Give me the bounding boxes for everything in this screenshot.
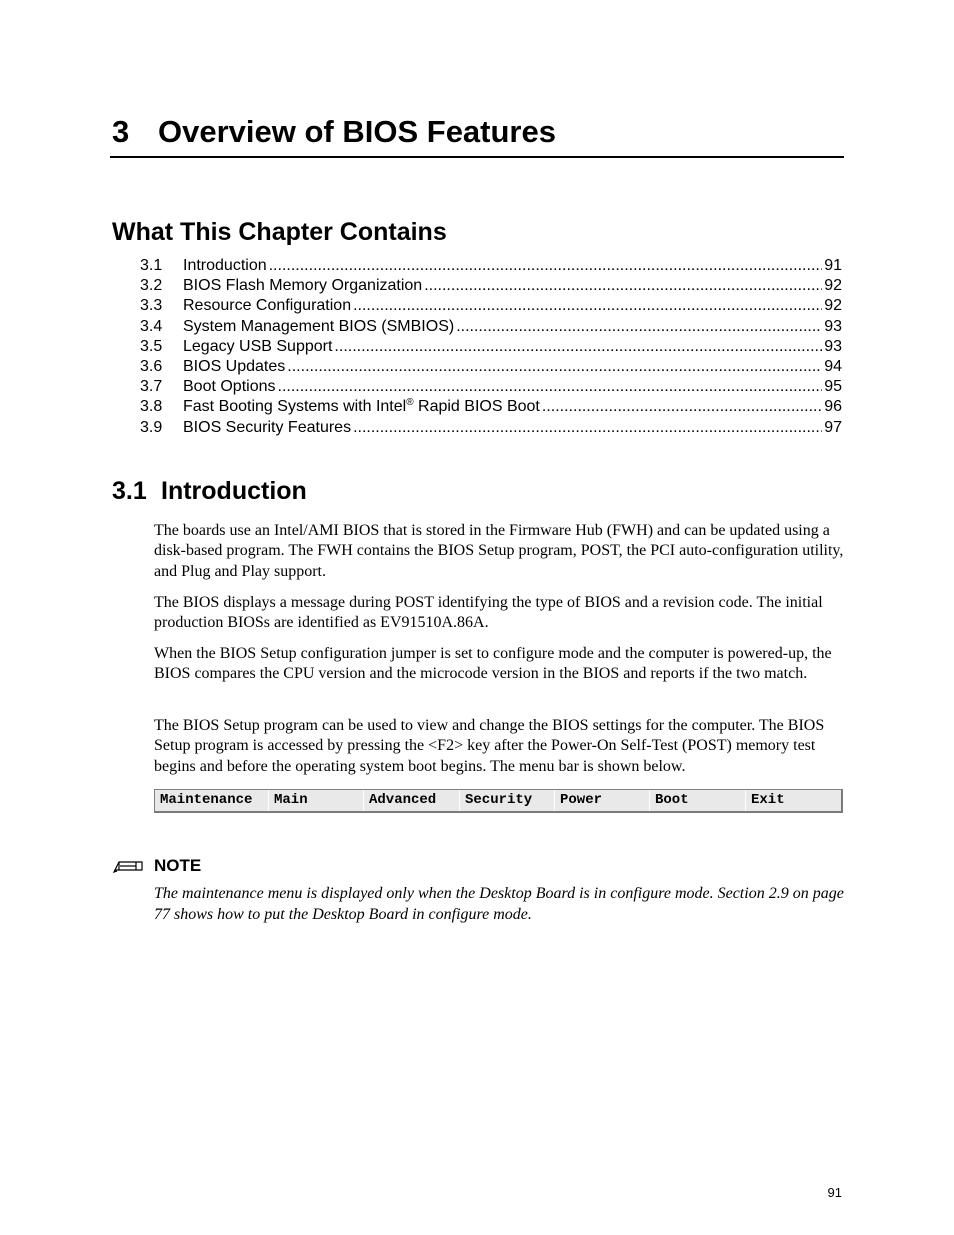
menu-item-power[interactable]: Power <box>555 790 650 811</box>
table-of-contents <box>140 256 842 438</box>
chapter-rule <box>110 156 844 158</box>
note-label: NOTE <box>154 856 202 875</box>
toc-item-number: 3.1 <box>140 257 163 274</box>
toc-item-number: 3.4 <box>140 317 163 335</box>
body-paragraph: When the BIOS Setup configuration jumper is set to configure mode and the computer is powered-up, the BIOS compares the CPU version and the microcode version in the BIOS and reports if the two match. <box>154 645 832 683</box>
toc-item-rapid-bios-boot[interactable] <box>140 397 842 417</box>
body-paragraph: The BIOS displays a message during POST identifying the type of BIOS and a revision code. The initial production BIOSs are identified as EV91510A.86A. <box>154 594 823 632</box>
chapter-title <box>112 112 556 152</box>
toc-item-resource-configuration[interactable] <box>140 296 842 316</box>
chapter-title-text: Overview of BIOS Features <box>158 114 556 149</box>
section-heading <box>112 476 307 506</box>
toc-leader-dots <box>353 296 822 316</box>
section-number: 3.1 <box>112 477 147 505</box>
toc-item-number: 3.8 <box>140 398 163 416</box>
toc-item-title: BIOS Flash Memory Organization <box>183 277 423 295</box>
bios-menu-bar <box>154 789 843 813</box>
toc-item-title: Introduction <box>183 257 267 274</box>
menu-item-boot[interactable]: Boot <box>650 790 746 811</box>
toc-item-page: 91 <box>824 257 842 274</box>
toc-item-bios-flash-memory[interactable] <box>140 276 842 296</box>
toc-item-introduction[interactable] <box>140 256 842 276</box>
toc-leader-dots <box>269 256 823 276</box>
toc-leader-dots <box>334 337 822 357</box>
toc-item-page: 92 <box>824 297 842 315</box>
toc-item-bios-security[interactable] <box>140 418 842 438</box>
menu-item-maintenance[interactable]: Maintenance <box>155 790 269 811</box>
menu-item-main[interactable]: Main <box>269 790 364 811</box>
toc-item-title: Legacy USB Support <box>183 337 333 355</box>
toc-item-number: 3.6 <box>140 357 163 375</box>
pencil-icon <box>112 856 146 874</box>
registered-mark: ® <box>406 397 414 409</box>
toc-item-number: 3.2 <box>140 277 163 295</box>
toc-item-title: BIOS Updates <box>183 357 286 375</box>
toc-item-page: 94 <box>824 357 842 375</box>
page-number: 91 <box>827 1185 842 1200</box>
note-text: The maintenance menu is displayed only when the Desktop Board is in configure mode. Section 2.9 on page 77 shows how to put the Desktop Board in configure mode. <box>154 885 844 923</box>
toc-item-page: 93 <box>824 317 842 335</box>
toc-item-boot-options[interactable] <box>140 377 842 397</box>
contents-heading: What This Chapter Contains <box>112 218 447 246</box>
toc-item-number: 3.7 <box>140 378 163 396</box>
toc-leader-dots <box>542 397 822 417</box>
toc-item-number: 3.9 <box>140 418 163 436</box>
toc-item-title: Resource Configuration <box>183 297 352 315</box>
toc-item-smbios[interactable] <box>140 317 842 337</box>
toc-item-number: 3.5 <box>140 337 163 355</box>
menu-item-security[interactable]: Security <box>460 790 555 811</box>
toc-item-legacy-usb[interactable] <box>140 337 842 357</box>
toc-item-number: 3.3 <box>140 297 163 315</box>
toc-leader-dots <box>287 357 822 377</box>
toc-item-page: 96 <box>824 398 842 416</box>
menu-item-exit[interactable]: Exit <box>751 792 785 808</box>
body-paragraph: The BIOS Setup program can be used to view and change the BIOS settings for the computer. The BIOS Setup program is accessed by pressing the <F2> key after the Power-On Self-Test (POST) memory test begins and before the operating system boot begins. The menu bar is shown below. <box>154 717 825 775</box>
toc-item-bios-updates[interactable] <box>140 357 842 377</box>
chapter-number: 3 <box>112 114 130 149</box>
toc-item-page: 97 <box>824 418 842 436</box>
toc-leader-dots <box>278 377 823 397</box>
toc-item-title: System Management BIOS (SMBIOS) <box>183 317 455 335</box>
body-paragraph: The boards use an Intel/AMI BIOS that is stored in the Firmware Hub (FWH) and can be updated using a disk-based program. The FWH contains the BIOS Setup program, POST, the PCI auto-configuration utility, and Plug and Play support. <box>154 522 844 580</box>
toc-leader-dots <box>353 418 822 438</box>
section-title: Introduction <box>161 477 307 505</box>
toc-title-part: Rapid BIOS Boot <box>413 398 540 416</box>
toc-leader-dots <box>456 317 822 337</box>
toc-title-part: Fast Booting Systems with Intel <box>183 398 407 416</box>
toc-leader-dots <box>424 276 822 296</box>
toc-item-page: 93 <box>824 337 842 355</box>
menu-item-advanced[interactable]: Advanced <box>364 790 460 811</box>
toc-item-page: 92 <box>824 277 842 295</box>
toc-item-title: Boot Options <box>183 378 276 396</box>
toc-item-title <box>183 397 540 417</box>
toc-item-page: 95 <box>824 378 842 396</box>
toc-item-title: BIOS Security Features <box>183 418 352 436</box>
